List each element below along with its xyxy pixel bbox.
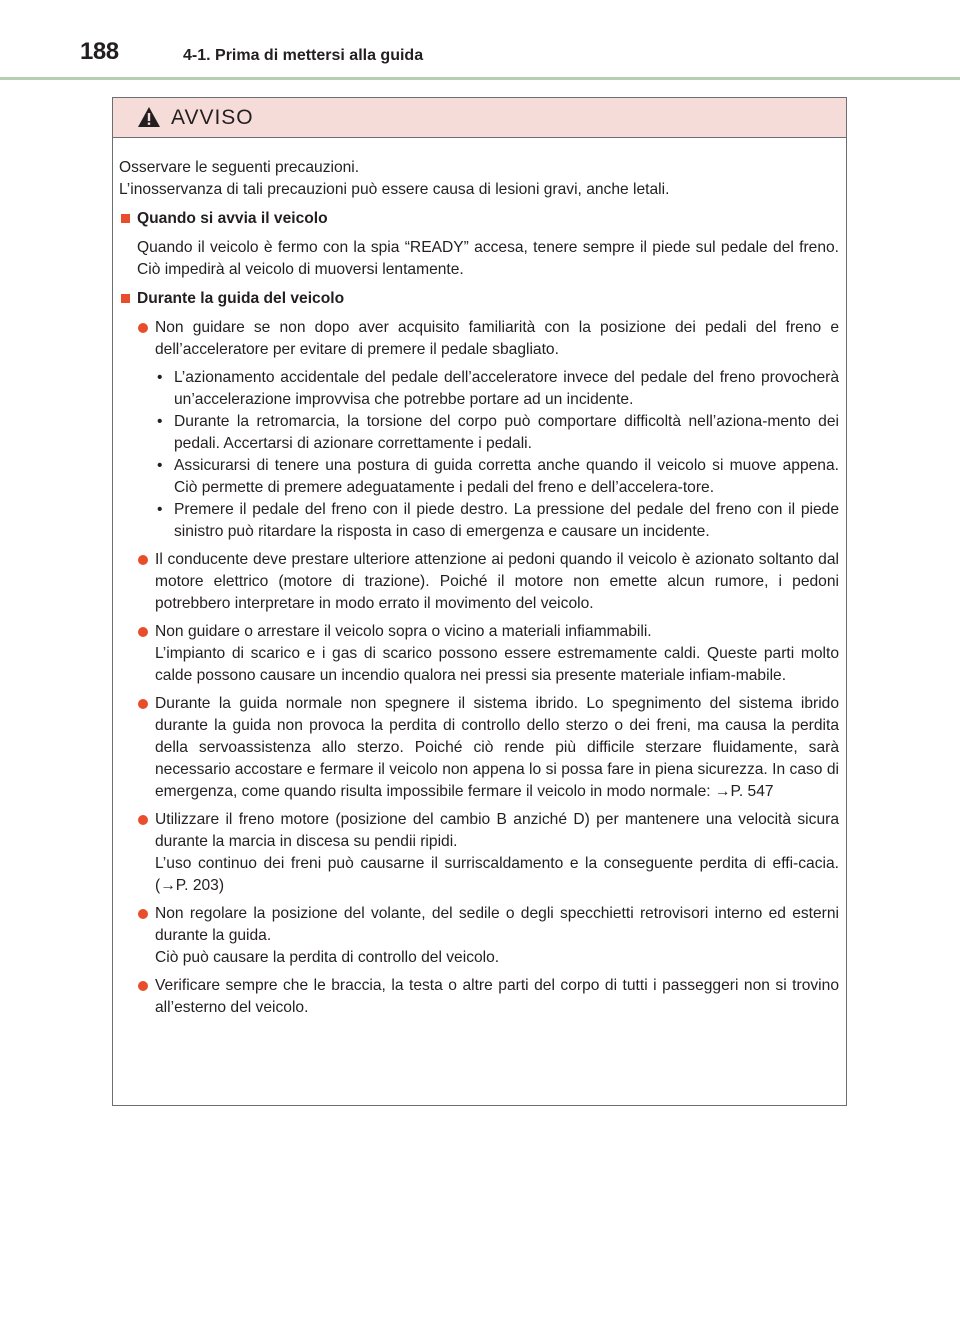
dot-bullet-icon (138, 815, 148, 825)
warning-title: AVVISO (171, 106, 254, 129)
sub-list-item (155, 367, 839, 411)
section-heading-text: Durante la guida del veicolo (137, 290, 345, 307)
section-body (137, 237, 839, 281)
dot-bullet-icon (138, 627, 148, 637)
sub-list-item (155, 455, 839, 499)
small-bullet-icon: • (157, 413, 163, 430)
warning-triangle-icon (137, 106, 161, 128)
item-text: L’uso continuo dei freni può causarne il surriscaldamento e la conseguente perdita di effi-cacia. (→P. 203) (155, 855, 839, 894)
small-bullet-icon: • (157, 457, 163, 474)
item-text: Non guidare se non dopo aver acquisito familiarità con la posizione dei pedali del freno e dell’acceleratore per evitare di premere il pedale sbagliato. (155, 319, 839, 358)
sub-list-item (155, 499, 839, 543)
sub-item-text: L’azionamento accidentale del pedale dell’acceleratore invece del pedale del freno provocherà un’accelerazione improvvisa che potrebbe portare ad un incidente. (174, 369, 839, 408)
square-bullet-icon (121, 294, 130, 303)
item-text: Non regolare la posizione del volante, del sedile o degli specchietti retrovisori interno ed esterni durante la guida. (155, 905, 839, 944)
page-number: 188 (80, 38, 119, 65)
sub-list-item (155, 411, 839, 455)
warning-content (113, 138, 846, 1019)
list-item (137, 903, 839, 969)
list-item (137, 693, 839, 803)
item-text: L’impianto di scarico e i gas di scarico possono essere estremamente caldi. Queste parti molto calde possono causare un incendio qualora nei pressi sia presente materiale infiam-mabile. (155, 645, 839, 684)
sub-item-text: Premere il pedale del freno con il piede destro. La pressione del pedale del freno con il piede sinistro può ritardare la risposta in caso di emergenza e causare un incidente. (174, 501, 839, 540)
intro-line: L’inosservanza di tali precauzioni può essere causa di lesioni gravi, anche letali. (119, 181, 670, 198)
item-text: Ciò può causare la perdita di controllo del veicolo. (155, 949, 500, 966)
sub-item-text: Durante la retromarcia, la torsione del corpo può comportare difficoltà nell’aziona-mento dei pedali. Accertarsi di azionare correttamente i pedali. (174, 413, 839, 452)
dot-bullet-icon (138, 699, 148, 709)
section-body-text: Quando il veicolo è fermo con la spia “READY” accesa, tenere sempre il piede sul pedale del freno. Ciò impedirà al veicolo di muoversi lentamente. (137, 239, 839, 278)
dot-bullet-icon (138, 909, 148, 919)
dot-bullet-icon (138, 323, 148, 333)
list-item (137, 549, 839, 615)
sub-item-text: Assicurarsi di tenere una postura di guida corretta anche quando il veicolo si muove appena. Ciò permette di premere adeguatamente i pedali del freno e dell’accelera-tore. (174, 457, 839, 496)
small-bullet-icon: • (157, 369, 163, 386)
page-header (0, 0, 960, 80)
header-divider (0, 77, 960, 80)
section-heading (119, 288, 839, 310)
item-text: Durante la guida normale non spegnere il sistema ibrido. Lo spegnimento del sistema ibrido durante la guida non provoca la perdita di controllo dello sterzo o dei freni, ma causa la perdita della servoassistenza allo sterzo. Poiché ciò rende più difficile sterzare fluidamente, sarà necessario accostare e fermare il veicolo non appena lo si possa fare in piena sicurezza. In caso di emergenza, come quando risulta impossibile fermare il veicolo in modo normale: →P. 547 (155, 695, 839, 800)
list-item (137, 317, 839, 543)
item-text: Verificare sempre che le braccia, la testa o altre parti del corpo di tutti i passeggeri non si trovino all’esterno del veicolo. (155, 977, 839, 1016)
item-text: Non guidare o arrestare il veicolo sopra o vicino a materiali infiammabili. (155, 623, 652, 640)
warning-header (113, 98, 846, 138)
warning-box (112, 97, 847, 1106)
dot-bullet-icon (138, 555, 148, 565)
sub-list (155, 367, 839, 543)
square-bullet-icon (121, 214, 130, 223)
intro-line: Osservare le seguenti precauzioni. (119, 159, 360, 176)
item-text: Utilizzare il freno motore (posizione del cambio B anziché D) per mantenere una velocità sicura durante la marcia in discesa su pendii ripidi. (155, 811, 839, 850)
small-bullet-icon: • (157, 501, 163, 518)
precaution-list (137, 317, 839, 1019)
dot-bullet-icon (138, 981, 148, 991)
list-item (137, 975, 839, 1019)
section-heading (119, 208, 839, 230)
section-title: 4-1. Prima di mettersi alla guida (183, 47, 424, 64)
section-heading-text: Quando si avvia il veicolo (137, 210, 328, 227)
item-text: Il conducente deve prestare ulteriore attenzione ai pedoni quando il veicolo è azionato soltanto dal motore elettrico (motore di trazione). Poiché il motore non emette alcun rumore, i pedoni potrebbero interpretare in modo errato il movimento del veicolo. (155, 551, 839, 612)
list-item (137, 621, 839, 687)
warning-intro (119, 157, 839, 201)
list-item (137, 809, 839, 897)
